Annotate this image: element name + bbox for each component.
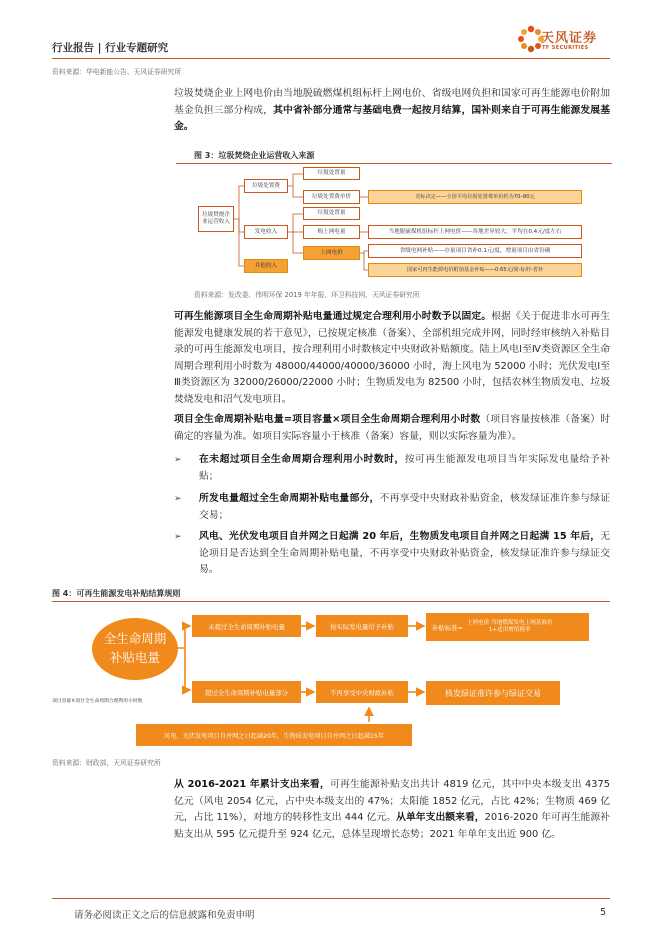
bullet-arrow-icon: ➢ — [174, 494, 182, 504]
flow-box-not-exceeding: 未超过全生命周期补贴电量 — [192, 615, 301, 637]
flow-formula-label: 项目容量×项目全生命周期合理利用小时数 — [52, 699, 143, 704]
footer-divider — [52, 898, 610, 899]
page-number: 5 — [600, 907, 607, 918]
bullet-3-text: 无论项目是否达到全生命周期补贴电量，不再享受中央财政补贴资金，核发绿证准许参与绿证交易。 — [199, 531, 610, 575]
figure-4-title-line — [52, 601, 610, 602]
figure-3-tree — [176, 166, 612, 282]
flow-circle-lifetime-subsidy: 全生命周期 补贴电量 — [92, 618, 178, 680]
bullet-item — [174, 452, 610, 485]
paragraph-2-bold: 可再生能源项目全生命周期补贴电量通过规定合理利用小时数予以固定。 — [174, 311, 492, 322]
tree-detail-bidding: 竞标决定——全国平均垃圾处置费单价约为70–80元 — [368, 190, 582, 204]
paragraph-1-bold: 其中省补部分通常与基础电费一起按月结算，国补则来自于可再生能源发展基金。 — [174, 104, 611, 132]
figure-3-title-line — [176, 163, 612, 164]
figure-3-source: 资料来源：发改委、伟明环保 2019 年年报、环卫科技网、天风证券研究所 — [194, 291, 420, 299]
flow-box-no-subsidy: 不再享受中央财政补贴 — [316, 681, 408, 703]
top-source-note: 资料来源：华电新能公告、天风证券研究所 — [52, 68, 182, 76]
tree-node-power-income: 发电收入 — [244, 225, 288, 239]
bullet-item — [174, 491, 610, 524]
bullet-arrow-icon: ➢ — [174, 455, 182, 465]
paragraph-4-text-2: 2016-2020 年可再生能源补贴支出从 595 亿元提升至 924 亿元，总体呈现增长态势；2021 年单年支出近 900 亿。 — [174, 812, 611, 840]
bullet-2-bold: 所发电量超过全生命周期补贴电量部分， — [199, 493, 380, 504]
paragraph-4-bold-1: 从 2016-2021 年累计支出来看， — [174, 779, 330, 790]
paragraph-4-text-1: 可再生能源补贴支出共计 4819 亿元，其中中央本级支出 4375 亿元（风电 2054 亿元，占中央本级支出的 47%；太阳能 1852 亿元，占比 42%；生物质 469 亿元，占比 11%），对地方的转移性支出 444 亿元。 — [174, 779, 610, 823]
flow-box-green-certificate: 核发绿证准许参与绿证交易 — [426, 681, 560, 705]
flow-box-subsidy-standard — [426, 613, 589, 641]
flow-subsidy-standard-label: 补贴标准= — [432, 623, 463, 632]
logo-english-name: TF SECURITIES — [542, 45, 589, 51]
figure-4-flow — [52, 604, 610, 752]
paragraph-2 — [174, 309, 610, 408]
paragraph-4 — [174, 777, 610, 843]
tree-node-grid-volume: 购上网电量 — [303, 225, 360, 239]
tree-detail-national-fund: 国家可再生能源电价附加基金补贴——0.65元/度-标杆-省补 — [368, 263, 582, 277]
paragraph-1-text: 垃圾焚烧企业上网电价由当地脱硫燃煤机组标杆上网电价、省级电网负担和国家可再生能源电价附加基金负担三部分构成， — [174, 88, 610, 116]
figure-4-source: 资料来源：财政部，天风证券研究所 — [52, 759, 161, 767]
bullet-item — [174, 529, 610, 579]
flow-box-time-limit: 风电、光伏发电项目自并网之日起满20年，生物质发电项目自并网之日起满15年 — [136, 724, 412, 746]
tree-node-waste-volume: 垃圾处置量 — [303, 167, 360, 180]
footer-disclaimer: 请务必阅读正文之后的信息披露和免责申明 — [74, 910, 255, 921]
tree-root-node: 垃圾焚烧企 业运营收入 — [198, 206, 234, 232]
paragraph-3 — [174, 412, 610, 445]
figure-4-title: 图 4：可再生能源发电补贴结算规则 — [52, 589, 181, 598]
report-header-title: 行业报告 | 行业专题研究 — [52, 42, 169, 54]
paragraph-3-text: （项目容量按核准（备案）时确定的容量为准。如项目实际容量小于核准（备案）容量，则以实际容量为准）。 — [174, 414, 610, 442]
header-divider — [52, 58, 610, 59]
paragraph-2-text: 根据《关于促进非水可再生能源发电健康发展的若干意见》，已按规定核准（备案）、全部机组完成并网，同时经审核纳入补贴目录的可再生能源发电项目，按合理利用小时数核定中央财政补贴额度。陆上风电Ⅰ至Ⅳ类资源区全生命周期合理利用小时数为 48000/44000/40000/36000 小时，海上风电为 52000 小时；光伏发电Ⅰ至Ⅲ类资源区为 32000/26000/22000 小时；生物质发电为 82500 小时，包括农林生物质发电、垃圾焚烧发电和沼气发电项目。 — [174, 311, 611, 405]
tree-node-grid-price: 上网电价 — [303, 246, 360, 260]
paragraph-4-bold-2: 从单年支出额来看， — [396, 812, 485, 823]
bullet-arrow-icon: ➢ — [174, 532, 182, 542]
tree-detail-provincial-subsidy: 省级电网补贴——存量项目省补0.1元/度，增量项目由省份确 — [368, 244, 582, 258]
tree-node-waste-fee: 垃圾处置费 — [244, 179, 288, 193]
flow-box-exceeding: 超过全生命周期补贴电量部分 — [192, 681, 301, 703]
bullet-2-text: 不再享受中央财政补贴资金，核发绿证准许参与绿证交易； — [199, 493, 611, 521]
bullet-1-text: 按可再生能源发电项目当年实际发电量给予补贴； — [199, 454, 611, 482]
tree-node-waste-unit-price: 垃圾处置费单价 — [303, 190, 360, 204]
flow-box-actual-subsidy: 按实际发电量给予补贴 — [316, 615, 408, 637]
bullet-3-bold: 风电、光伏发电项目自并网之日起满 20 年后，生物质发电项目自并网之日起满 15 年后， — [199, 531, 601, 542]
logo-name: 天风证券 — [541, 31, 598, 46]
tree-detail-coal-benchmark: 当地脱硫煤机组标杆上网电价——各地差异较大，平均在0.4元/度左右 — [368, 225, 582, 239]
paragraph-1 — [174, 86, 610, 136]
tree-node-waste-volume-2: 垃圾处置量 — [303, 207, 360, 220]
bullet-1-bold: 在未超过项目全生命周期合理利用小时数时， — [199, 454, 405, 465]
figure-3-title: 图 3：垃圾焚烧企业运营收入来源 — [194, 151, 315, 160]
flow-subsidy-formula: 上网电价·当地燃煤发电上网基准价 1+适用增值税率 — [466, 619, 553, 633]
paragraph-3-bold: 项目全生命周期补贴电量=项目容量×项目全生命周期合理利用小时数 — [174, 414, 481, 425]
tree-node-other-income: 其他收入 — [244, 259, 288, 273]
